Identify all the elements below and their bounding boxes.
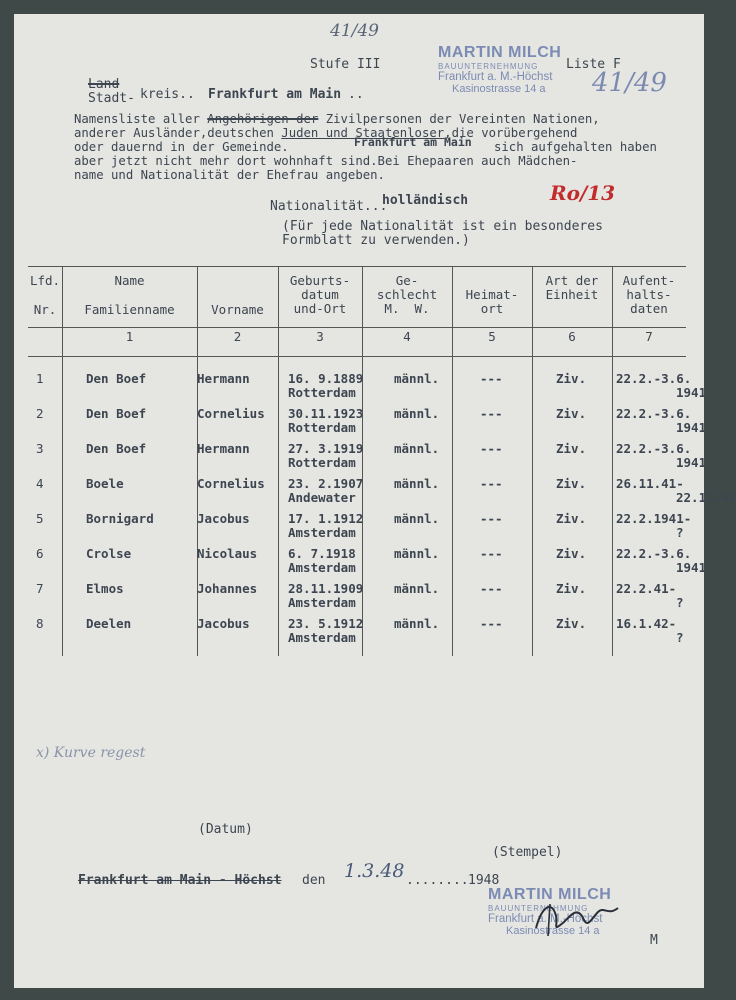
row-birth-place: Rotterdam (288, 455, 356, 470)
row-number: 3 (36, 441, 44, 456)
row-geschlecht: männl. (394, 441, 440, 456)
row-birth-date: 23. 5.1912 (288, 616, 364, 631)
row-familienname: Crolse (86, 546, 132, 561)
row-aufenthalt-start: 22.2.-3.6. (616, 371, 692, 386)
stufe-label: Stufe III (310, 57, 381, 72)
col-number-6: 6 (568, 329, 576, 344)
col-divider-3 (278, 266, 279, 656)
row-vorname: Hermann (197, 441, 250, 456)
row-number: 2 (36, 406, 44, 421)
intro-line-5: name und Nationalität der Ehefrau angeben. (74, 168, 385, 182)
col-number-2: 2 (233, 329, 242, 344)
col-number-4: 4 (403, 329, 411, 344)
row-vorname: Nicolaus (197, 546, 258, 561)
row-heimatort: --- (480, 406, 503, 421)
place-line-year: 1948 (468, 873, 500, 888)
row-geschlecht: männl. (394, 406, 440, 421)
row-einheit: Ziv. (556, 511, 587, 526)
row-aufenthalt-end: 1941 (676, 420, 707, 435)
row-aufenthalt-start: 22.2.-3.6. (616, 546, 692, 561)
row-aufenthalt-start: 22.2.1941- (616, 511, 692, 526)
col-header-einheit: Art der Einheit (545, 273, 599, 302)
col-divider-6 (532, 266, 533, 656)
row-geschlecht: männl. (394, 511, 440, 526)
row-birth-date: 6. 7.1918 (288, 546, 356, 561)
col-divider-2 (197, 266, 198, 656)
row-vorname: Cornelius (197, 476, 265, 491)
row-familienname: Bornigard (86, 511, 154, 526)
row-birth-place: Rotterdam (288, 385, 356, 400)
row-heimatort: --- (480, 371, 503, 386)
row-aufenthalt-start: 22.2.-3.6. (616, 406, 692, 421)
row-familienname: Elmos (86, 581, 124, 596)
place-line-den: den (302, 873, 326, 888)
row-heimatort: --- (480, 581, 503, 596)
row-aufenthalt-start: 22.2.-3.6. (616, 441, 692, 456)
col-number-7: 7 (645, 329, 653, 344)
row-birth-date: 27. 3.1919 (288, 441, 364, 456)
table-top-rule (28, 266, 686, 267)
row-aufenthalt-end: 1941 (676, 385, 707, 400)
kreis-dots: .. (348, 87, 364, 102)
col-number-1: 1 (125, 329, 134, 344)
row-aufenthalt-start: 22.2.41- (616, 581, 677, 596)
row-birth-place: Amsterdam (288, 525, 356, 540)
row-number: 7 (36, 581, 44, 596)
note-line-1: (Für jede Nationalität ist ein besonderes (282, 219, 603, 234)
col-header-name: Name (114, 273, 145, 288)
kreis-value: Frankfurt am Main (208, 87, 342, 102)
datum-label: (Datum) (198, 822, 253, 837)
row-einheit: Ziv. (556, 371, 587, 386)
stadt-label: Stadt- (88, 91, 135, 106)
row-vorname: Jacobus (197, 511, 250, 526)
table-header-rule (28, 327, 686, 328)
row-einheit: Ziv. (556, 581, 587, 596)
row-einheit: Ziv. (556, 406, 587, 421)
place-line-date: 1.3.48 (344, 860, 405, 882)
company-stamp-top: MARTIN MILCH BAUUNTERNEHMUNG Frankfurt a. M.-Höchst Kasinostrasse 14 a (438, 44, 562, 95)
row-birth-date: 28.11.1909 (288, 581, 364, 596)
handwritten-ref-right: 41/49 (592, 68, 667, 98)
col-header-familienname: Familienname (84, 302, 175, 317)
row-birth-place: Rotterdam (288, 420, 356, 435)
row-birth-date: 23. 2.1907 (288, 476, 364, 491)
col-divider-5 (452, 266, 453, 656)
col-number-3: 3 (316, 329, 324, 344)
row-familienname: Den Boef (86, 441, 147, 456)
col-divider-1 (62, 266, 63, 656)
col-divider-7 (612, 266, 613, 656)
stempel-label: (Stempel) (492, 845, 563, 860)
intro-line-3: oder dauernd in der Gemeinde. (74, 140, 289, 154)
row-birth-date: 16. 9.1889 (288, 371, 364, 386)
row-heimatort: --- (480, 546, 503, 561)
row-aufenthalt-end: ? (676, 595, 684, 610)
row-birth-place: Andewater (288, 490, 356, 505)
row-einheit: Ziv. (556, 441, 587, 456)
row-number: 4 (36, 476, 44, 491)
nationality-value: holländisch (382, 193, 469, 208)
row-vorname: Cornelius (197, 406, 265, 421)
row-vorname: Johannes (197, 581, 258, 596)
col-header-heimatort: Heimat- ort (465, 287, 519, 316)
row-familienname: Boele (86, 476, 124, 491)
intro-gemeinde-value: Frankfurt am Main (354, 135, 472, 149)
liste-label: Liste F (566, 57, 621, 72)
col-divider-4 (362, 266, 363, 656)
row-heimatort: --- (480, 616, 503, 631)
row-einheit: Ziv. (556, 476, 587, 491)
row-aufenthalt-end: ? (676, 630, 684, 645)
row-heimatort: --- (480, 476, 503, 491)
table-number-rule (28, 356, 686, 357)
col-header-vorname: Vorname (211, 302, 264, 317)
margin-pencil-note: x) Kurve regest (36, 745, 146, 761)
col-header-nr: Nr. (33, 302, 57, 317)
red-handwritten-note: Ro/13 (550, 181, 616, 205)
corner-mark: M (650, 933, 658, 948)
company-stamp-bottom: MARTIN MILCH BAUUNTERNEHMUNG Frankfurt a. M.-Höchst Kasinostrasse 14 a (488, 886, 612, 937)
col-header-geschlecht: Ge- schlecht M. W. (376, 273, 438, 316)
row-geschlecht: männl. (394, 616, 440, 631)
row-number: 8 (36, 616, 44, 631)
col-header-aufenthalt: Aufent- halts- daten (622, 273, 676, 316)
row-birth-place: Amsterdam (288, 595, 356, 610)
row-aufenthalt-end: 22.11.42 (676, 490, 736, 505)
row-aufenthalt-end: 1941 (676, 560, 707, 575)
struck-land: Land (88, 77, 120, 92)
col-header-lfd: Lfd. (29, 273, 61, 288)
row-number: 1 (36, 371, 44, 386)
row-familienname: Den Boef (86, 371, 147, 386)
intro-line-1: Namensliste aller Angehörigen der Zivilpersonen der Vereinten Nationen, (74, 112, 600, 126)
signature-scribble (528, 892, 624, 942)
row-geschlecht: männl. (394, 371, 440, 386)
kreis-label: kreis.. (140, 87, 195, 102)
row-aufenthalt-end: 1941 (676, 455, 707, 470)
row-einheit: Ziv. (556, 546, 587, 561)
row-aufenthalt-end: ? (676, 525, 684, 540)
row-birth-date: 30.11.1923 (288, 406, 364, 421)
col-number-5: 5 (488, 329, 496, 344)
col-header-geburtsdatum: Geburts- datum und-Ort (289, 273, 351, 316)
note-line-2: Formblatt zu verwenden.) (282, 233, 470, 248)
intro-line-2: anderer Ausländer,deutschen Juden und Staatenloser,die vorübergehend (74, 126, 578, 140)
nationality-label: Nationalität... (270, 199, 388, 214)
row-birth-place: Amsterdam (288, 630, 356, 645)
row-birth-date: 17. 1.1912 (288, 511, 364, 526)
pencil-reference: 41/49 (330, 21, 379, 41)
place-line-dots: ........ (406, 873, 469, 888)
row-geschlecht: männl. (394, 546, 440, 561)
row-familienname: Deelen (86, 616, 132, 631)
row-number: 5 (36, 511, 44, 526)
row-heimatort: --- (480, 511, 503, 526)
row-aufenthalt-start: 26.11.41- (616, 476, 684, 491)
row-birth-place: Amsterdam (288, 560, 356, 575)
row-familienname: Den Boef (86, 406, 147, 421)
intro-line-4: aber jetzt nicht mehr dort wohnhaft sind.Bei Ehepaaren auch Mädchen- (74, 154, 578, 168)
row-heimatort: --- (480, 441, 503, 456)
row-geschlecht: männl. (394, 581, 440, 596)
row-vorname: Hermann (197, 371, 250, 386)
row-number: 6 (36, 546, 44, 561)
row-aufenthalt-start: 16.1.42- (616, 616, 677, 631)
row-vorname: Jacobus (197, 616, 250, 631)
row-einheit: Ziv. (556, 616, 587, 631)
place-line-city: Frankfurt am Main - Höchst (78, 873, 282, 888)
intro-line-3-end: sich aufgehalten haben (494, 140, 657, 154)
row-geschlecht: männl. (394, 476, 440, 491)
